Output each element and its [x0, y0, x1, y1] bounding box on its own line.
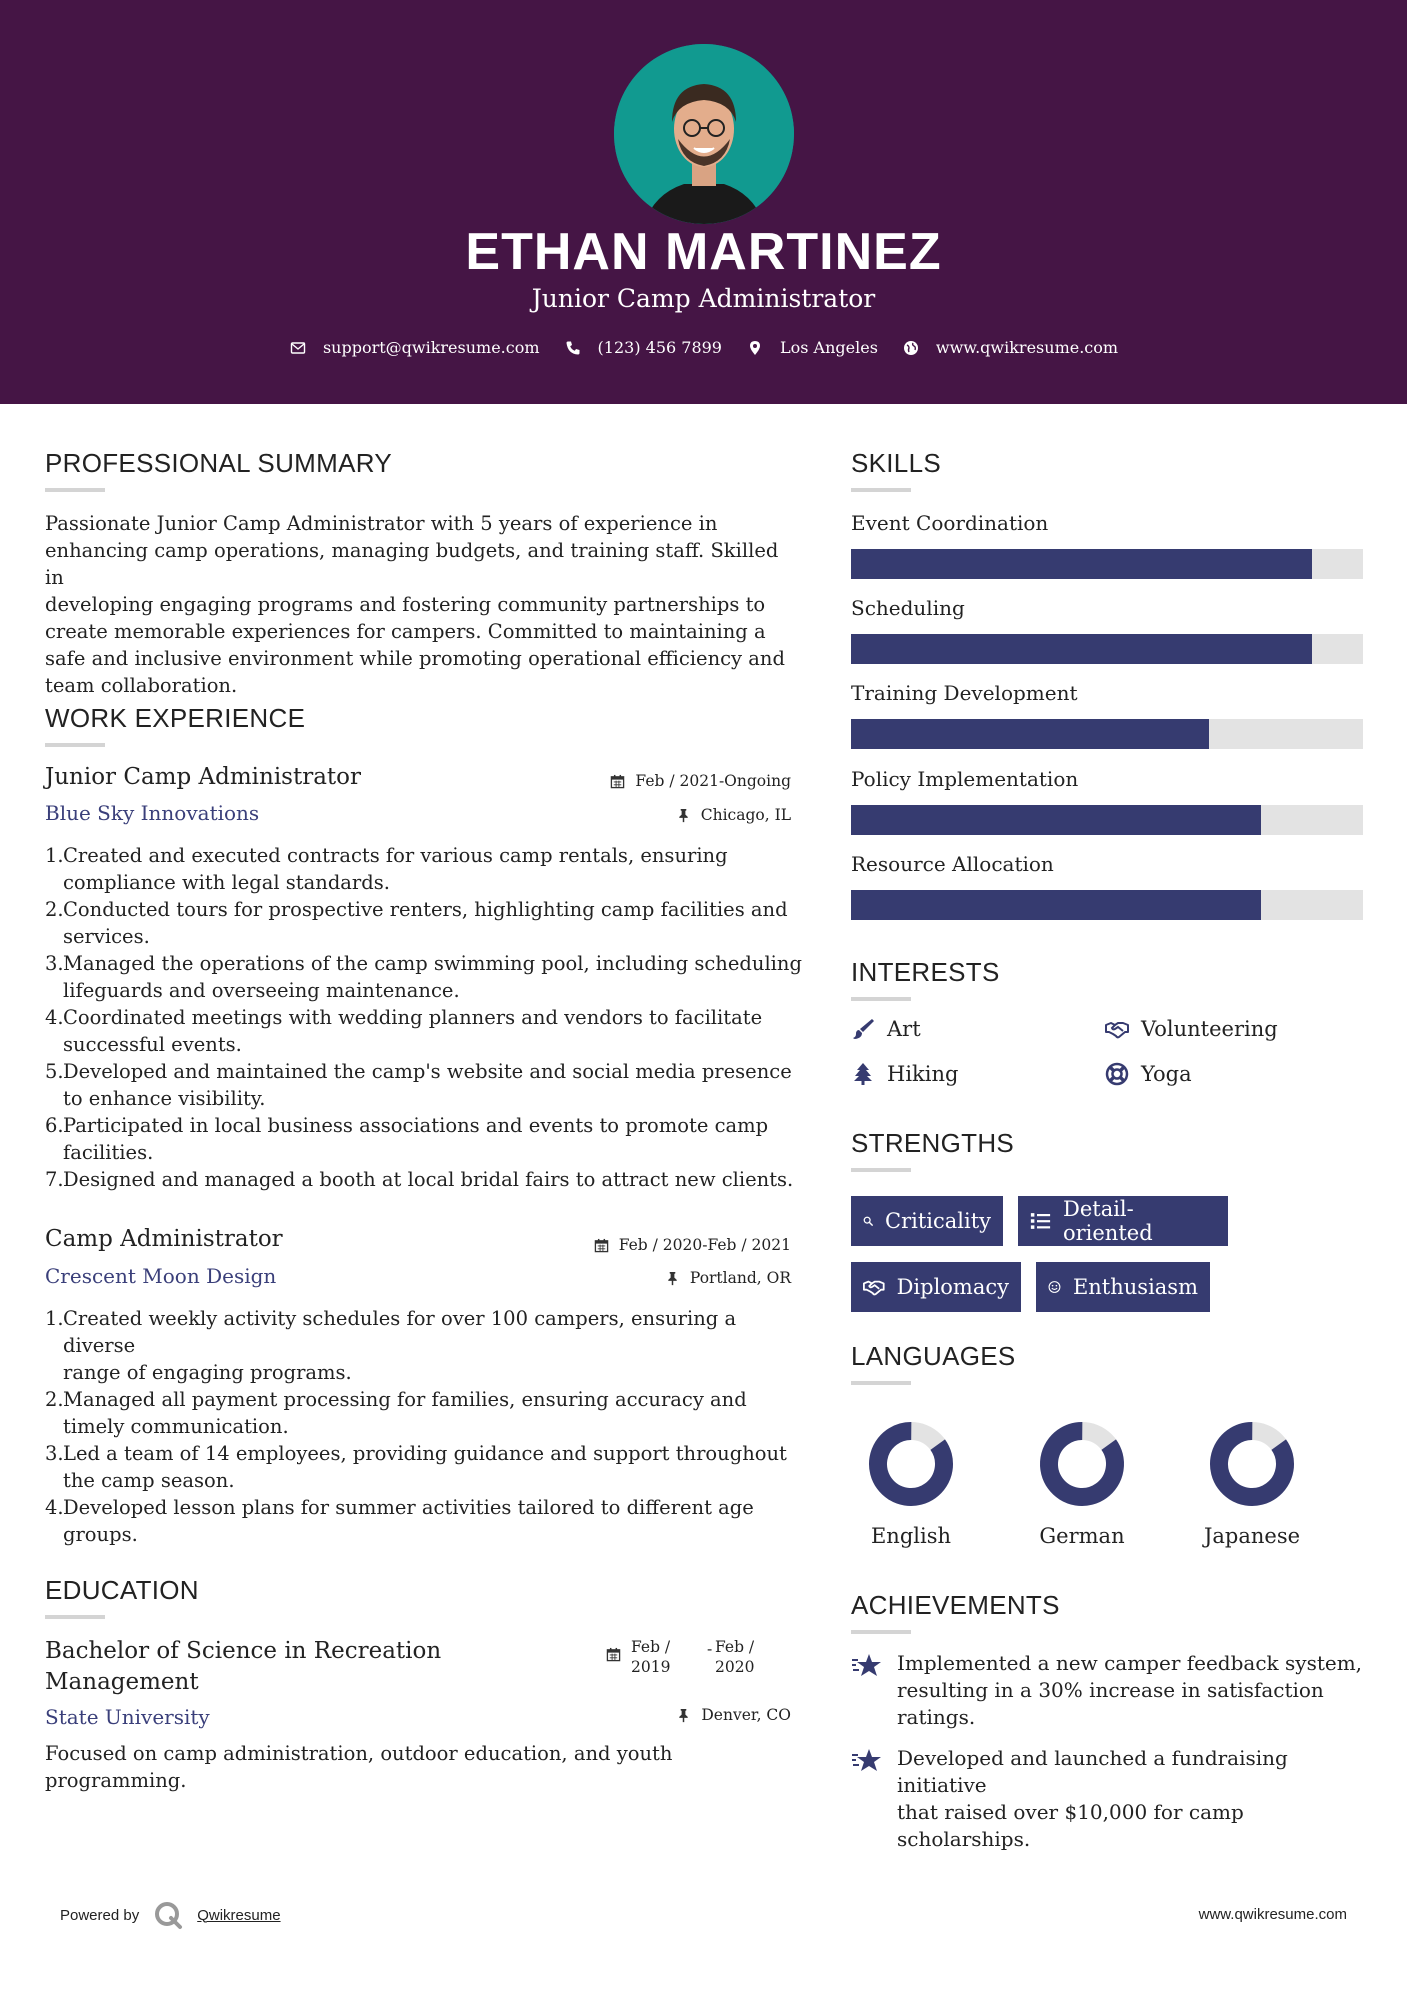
- globe-icon: [902, 339, 920, 357]
- bullet-line: to enhance visibility.: [63, 1087, 266, 1110]
- summary-line: enhancing camp operations, managing budgets, and training staff. Skilled in: [45, 539, 779, 589]
- language-item: [1017, 1420, 1147, 1548]
- experience-rule: [45, 743, 105, 747]
- skill-bar: [851, 890, 1363, 920]
- language-item: [1187, 1420, 1317, 1548]
- strength-chip: [851, 1262, 1021, 1312]
- powered-by-text: Powered by: [60, 1906, 140, 1924]
- interest-label: Art: [887, 1017, 921, 1041]
- achievement-line: resulting in a 30% increase in satisfaction: [897, 1678, 1324, 1702]
- education-rule: [45, 1615, 105, 1619]
- strength-label: Criticality: [885, 1209, 991, 1233]
- skill-bar-fill: [851, 719, 1209, 749]
- job-dates: [540, 1236, 791, 1254]
- list-item: 4. Coordinated meetings with wedding planners and vendors to facilitate successful events.: [45, 1004, 805, 1058]
- star-award-icon: [851, 1652, 883, 1680]
- degree-line: Bachelor of Science in Recreation: [45, 1638, 442, 1664]
- candidate-name: ETHAN MARTINEZ: [465, 223, 942, 281]
- end-dash: -: [707, 1640, 713, 1658]
- education-heading: EDUCATION: [45, 1575, 199, 1605]
- list-item: 3. Managed the operations of the camp swimming pool, including scheduling lifeguards and overseeing maintenance.: [45, 950, 805, 1004]
- job-location: [560, 806, 791, 824]
- search-icon: [863, 1210, 873, 1232]
- skill-bar: [851, 634, 1363, 664]
- language-donut: [1208, 1420, 1296, 1508]
- list-item: 6. Participated in local business associations and events to promote camp facilities.: [45, 1112, 805, 1166]
- bullet-line: Developed lesson plans for summer activities tailored to different age: [63, 1496, 754, 1519]
- summary-line: team collaboration.: [45, 674, 238, 697]
- list-item: 1. Created and executed contracts for various camp rentals, ensuring compliance with legal standards.: [45, 842, 805, 896]
- skills-heading: SKILLS: [851, 448, 941, 478]
- bullet-line: range of engaging programs.: [63, 1361, 352, 1384]
- education-desc-line: Focused on camp administration, outdoor education, and youth: [45, 1742, 673, 1765]
- job-bullets: [45, 1305, 805, 1548]
- contact-email-text: support@qwikresume.com: [322, 338, 540, 357]
- interests-rule: [851, 997, 911, 1001]
- bullet-line: Created weekly activity schedules for over 100 campers, ensuring a diverse: [63, 1307, 737, 1357]
- bullet-line: Managed the operations of the camp swimming pool, including scheduling: [63, 952, 802, 975]
- summary-line: Passionate Junior Camp Administrator with 5 years of experience in: [45, 512, 718, 535]
- envelope-icon: [289, 339, 307, 357]
- smile-icon: [1048, 1276, 1061, 1298]
- list-item: 5. Developed and maintained the camp's website and social media presence to enhance visibility.: [45, 1058, 805, 1112]
- bullet-line: Coordinated meetings with wedding planners and vendors to facilitate: [63, 1006, 763, 1029]
- education-desc-line: programming.: [45, 1769, 187, 1792]
- resume-header: [0, 0, 1407, 404]
- interest-item: [851, 1062, 958, 1086]
- strength-chip: [1036, 1262, 1210, 1312]
- skills-rule: [851, 488, 911, 492]
- bullet-line: Created and executed contracts for various camp rentals, ensuring: [63, 844, 728, 867]
- strengths-rule: [851, 1168, 911, 1172]
- education-location-text: Denver, CO: [701, 1706, 791, 1724]
- end-month: Feb /: [715, 1638, 755, 1656]
- job-dates-text: Feb / 2021-Ongoing: [635, 772, 791, 790]
- skill-label: Resource Allocation: [851, 852, 1054, 876]
- bullet-line: groups.: [63, 1523, 138, 1546]
- job-dates-text: Feb / 2020-Feb / 2021: [618, 1236, 791, 1254]
- degree-line: Management: [45, 1669, 199, 1695]
- education-desc: [45, 1740, 805, 1794]
- job-dates: [560, 772, 791, 790]
- map-pin-icon: [746, 339, 764, 357]
- bullet-line: services.: [63, 925, 150, 948]
- interests-heading: INTERESTS: [851, 957, 1000, 987]
- footer-powered-by: [60, 1900, 281, 1930]
- handshake-icon: [1105, 1017, 1129, 1041]
- list-icon: [1030, 1210, 1051, 1232]
- contact-email[interactable]: [289, 338, 540, 357]
- bullet-line: Conducted tours for prospective renters, highlighting camp facilities and: [63, 898, 788, 921]
- qwikresume-link[interactable]: Qwikresume: [197, 1906, 281, 1924]
- summary-line: developing engaging programs and fostering community partnerships to: [45, 593, 766, 616]
- job-title: Junior Camp Administrator: [45, 764, 362, 790]
- job-bullets: [45, 842, 805, 1193]
- languages-heading: LANGUAGES: [851, 1341, 1016, 1371]
- school-name: State University: [45, 1705, 210, 1729]
- calendar-icon: [594, 1238, 609, 1253]
- language-label: German: [1039, 1524, 1125, 1548]
- bullet-line: facilities.: [63, 1141, 154, 1164]
- calendar-icon: [610, 774, 625, 789]
- language-item: [846, 1420, 976, 1548]
- achievement-line: Implemented a new camper feedback system,: [897, 1651, 1363, 1675]
- summary-line: safe and inclusive environment while promoting operational efficiency and: [45, 647, 785, 670]
- skill-bar: [851, 805, 1363, 835]
- strength-label: Detail-oriented: [1062, 1197, 1153, 1245]
- list-item: 3. Led a team of 14 employees, providing guidance and support throughout the camp season.: [45, 1440, 805, 1494]
- skill-bar-fill: [851, 549, 1312, 579]
- skill-bar-fill: [851, 890, 1261, 920]
- job-company: Crescent Moon Design: [45, 1264, 277, 1288]
- list-item: 7. Designed and managed a booth at local bridal fairs to attract new clients.: [45, 1166, 805, 1193]
- list-item: 2. Managed all payment processing for families, ensuring accuracy and timely communication.: [45, 1386, 805, 1440]
- achievement-item: [851, 1745, 1371, 1853]
- education-location: [560, 1706, 791, 1724]
- skill-label: Policy Implementation: [851, 767, 1079, 791]
- phone-icon: [564, 339, 582, 357]
- start-date: [631, 1637, 707, 1677]
- education-dates: [606, 1637, 754, 1677]
- handshake-icon: [863, 1276, 885, 1298]
- achievements-heading: ACHIEVEMENTS: [851, 1590, 1060, 1620]
- interest-label: Yoga: [1141, 1062, 1192, 1086]
- skill-label: Scheduling: [851, 596, 965, 620]
- experience-heading: WORK EXPERIENCE: [45, 703, 306, 733]
- interest-item: [851, 1017, 921, 1041]
- achievement-text: [897, 1745, 1371, 1853]
- start-year: 2019: [631, 1658, 671, 1676]
- start-month: Feb /: [631, 1638, 671, 1656]
- list-item: 2. Conducted tours for prospective renters, highlighting camp facilities and services.: [45, 896, 805, 950]
- strengths-heading: STRENGTHS: [851, 1128, 1015, 1158]
- language-label: Japanese: [1203, 1524, 1301, 1548]
- pushpin-icon: [665, 1271, 680, 1286]
- bullet-line: lifeguards and overseeing maintenance.: [63, 979, 460, 1002]
- candidate-title: Junior Camp Administrator: [531, 284, 876, 313]
- bullet-line: Led a team of 14 employees, providing guidance and support throughout: [63, 1442, 787, 1465]
- contact-bar: [0, 338, 1407, 357]
- summary-text: [45, 510, 795, 699]
- pushpin-icon: [676, 1708, 691, 1723]
- contact-website[interactable]: [902, 338, 1118, 357]
- skill-label: Training Development: [851, 681, 1078, 705]
- achievement-line: ratings.: [897, 1705, 976, 1729]
- bullet-line: successful events.: [63, 1033, 242, 1056]
- strength-chip: [1018, 1196, 1228, 1246]
- job-company: Blue Sky Innovations: [45, 801, 260, 825]
- skill-bar: [851, 719, 1363, 749]
- achievement-item: [851, 1650, 1371, 1731]
- skill-bar-fill: [851, 634, 1312, 664]
- interest-label: Volunteering: [1141, 1017, 1278, 1041]
- language-label: English: [870, 1524, 952, 1548]
- paintbrush-icon: [851, 1017, 875, 1041]
- bullet-line: the camp season.: [63, 1469, 235, 1492]
- summary-line: create memorable experiences for campers. Committed to maintaining a: [45, 620, 766, 643]
- bullet-line: Managed all payment processing for families, ensuring accuracy and: [63, 1388, 747, 1411]
- qwikresume-logo-icon: [153, 1900, 183, 1930]
- job-location: [560, 1269, 791, 1287]
- bullet-line: Developed and maintained the camp's website and social media presence: [63, 1060, 792, 1083]
- bullet-line: Designed and managed a booth at local bridal fairs to attract new clients.: [63, 1168, 794, 1191]
- degree-title: [45, 1636, 441, 1698]
- interest-item: [1105, 1017, 1278, 1041]
- footer-url[interactable]: www.qwikresume.com: [1198, 1906, 1347, 1923]
- bullet-line: Participated in local business associations and events to promote camp: [63, 1114, 769, 1137]
- skill-bar-fill: [851, 805, 1261, 835]
- end-year: 2020: [715, 1658, 755, 1676]
- contact-phone[interactable]: [564, 338, 722, 357]
- bullet-line: timely communication.: [63, 1415, 289, 1438]
- achievement-line: Developed and launched a fundraising initiative: [897, 1746, 1288, 1797]
- contact-location-text: Los Angeles: [779, 338, 878, 357]
- interest-label: Hiking: [887, 1062, 959, 1086]
- achievements-rule: [851, 1630, 911, 1634]
- profile-photo: [614, 44, 794, 224]
- pushpin-icon: [676, 808, 691, 823]
- achievement-line: that raised over $10,000 for camp scholarships.: [897, 1800, 1244, 1851]
- language-donut: [867, 1420, 955, 1508]
- summary-rule: [45, 488, 105, 492]
- achievement-text: [897, 1650, 1362, 1731]
- contact-website-text: www.qwikresume.com: [935, 338, 1119, 357]
- language-donut: [1038, 1420, 1126, 1508]
- strength-label: Diplomacy: [896, 1275, 1009, 1299]
- calendar-icon: [606, 1647, 621, 1662]
- summary-heading: PROFESSIONAL SUMMARY: [45, 448, 392, 478]
- lifering-icon: [1105, 1062, 1129, 1086]
- job-title: Camp Administrator: [45, 1226, 283, 1252]
- star-award-icon: [851, 1747, 883, 1775]
- job-location-text: Portland, OR: [689, 1269, 791, 1287]
- tree-icon: [851, 1062, 875, 1086]
- strength-label: Enthusiasm: [1072, 1275, 1198, 1299]
- contact-location: [746, 338, 878, 357]
- skill-bar: [851, 549, 1363, 579]
- bullet-line: compliance with legal standards.: [63, 871, 390, 894]
- contact-phone-text: (123) 456 7899: [597, 338, 722, 357]
- languages-rule: [851, 1381, 911, 1385]
- end-date: [707, 1637, 754, 1677]
- list-item: 1. Created weekly activity schedules for over 100 campers, ensuring a diverse range of engaging programs.: [45, 1305, 805, 1386]
- list-item: 4. Developed lesson plans for summer activities tailored to different age groups.: [45, 1494, 805, 1548]
- strength-chip: [851, 1196, 1003, 1246]
- skill-label: Event Coordination: [851, 511, 1049, 535]
- job-location-text: Chicago, IL: [700, 806, 791, 824]
- interest-item: [1105, 1062, 1192, 1086]
